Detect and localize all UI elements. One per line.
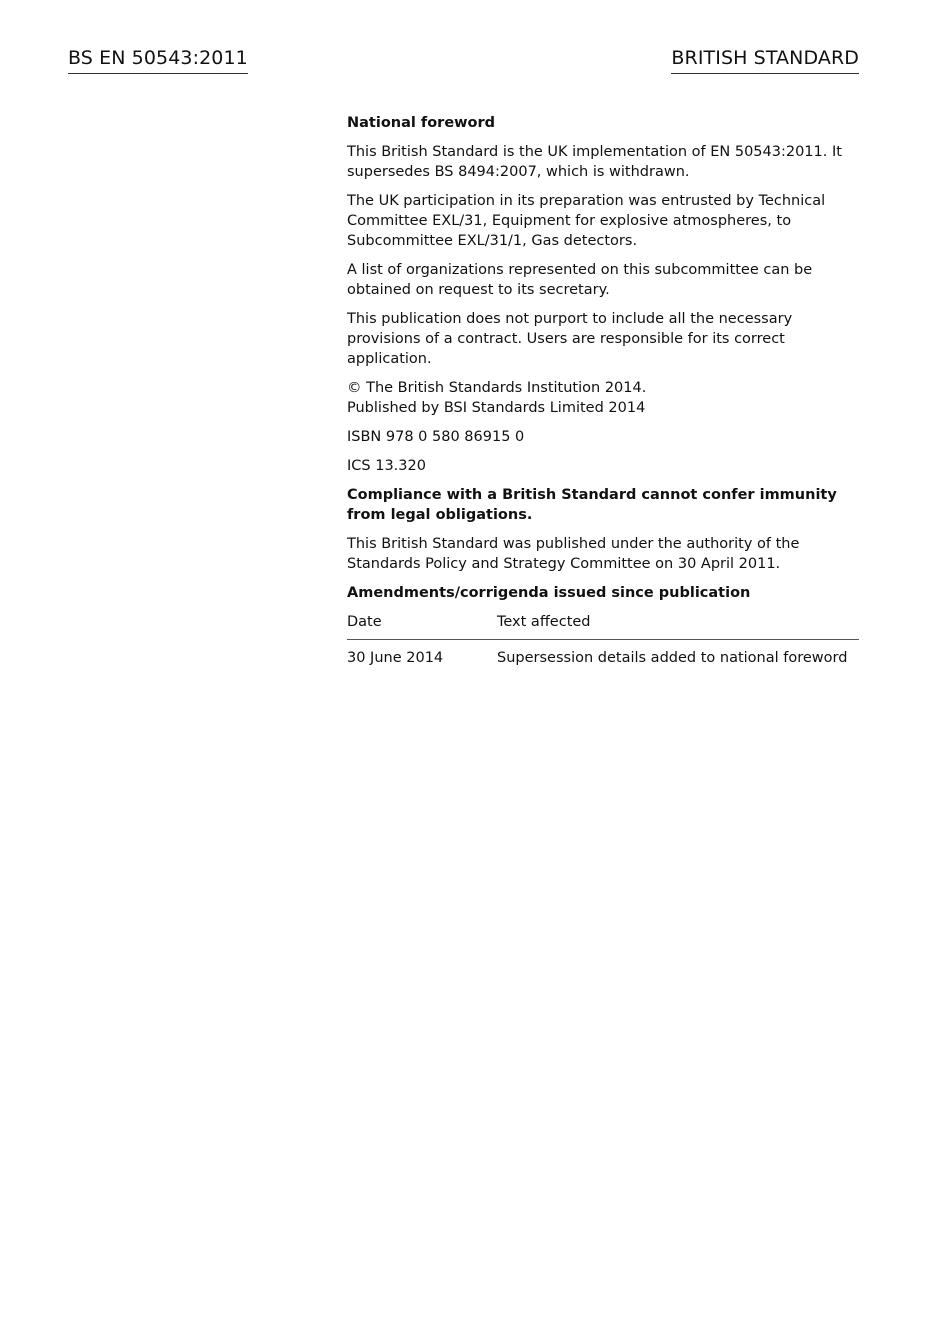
amendments-title: Amendments/corrigenda issued since publication (347, 585, 751, 601)
isbn-line: ISBN 978 0 580 86915 0 (347, 429, 525, 445)
column-header-date: Date (347, 612, 497, 640)
copyright-block (347, 378, 859, 418)
ics-line: ICS 13.320 (347, 458, 426, 474)
amendments-header-row (347, 612, 859, 640)
document-number: BS EN 50543:2011 (68, 46, 248, 74)
copyright-line: © The British Standards Institution 2014. (347, 380, 647, 396)
amendment-text-affected: Supersession details added to national foreword (497, 650, 848, 666)
foreword-paragraph-organizations: A list of organizations represented on this subcommittee can be obtained on request to its secretary. (347, 262, 813, 298)
foreword-title: National foreword (347, 115, 496, 131)
publisher-line: Published by BSI Standards Limited 2014 (347, 400, 646, 416)
column-header-text-affected: Text affected (497, 612, 859, 640)
foreword-paragraph-implementation: This British Standard is the UK implementation of EN 50543:2011. It supersedes BS 8494:2007, which is withdrawn. (347, 144, 842, 180)
standard-label: BRITISH STANDARD (671, 46, 859, 74)
amendments-table (347, 612, 859, 668)
authority-statement: This British Standard was published under the authority of the Standards Policy and Strategy Committee on 30 April 2011. (347, 536, 800, 572)
amendment-date: 30 June 2014 (347, 650, 444, 666)
compliance-statement: Compliance with a British Standard cannot confer immunity from legal obligations. (347, 487, 837, 523)
foreword-paragraph-participation: The UK participation in its preparation was entrusted by Technical Committee EXL/31, Equipment for explosive atmospheres, to Subcommittee EXL/31/1, Gas detectors. (347, 193, 826, 249)
foreword-paragraph-provisions: This publication does not purport to include all the necessary provisions of a contract. Users are responsible for its correct application. (347, 311, 793, 367)
national-foreword-section (347, 113, 859, 668)
table-row (347, 640, 859, 669)
